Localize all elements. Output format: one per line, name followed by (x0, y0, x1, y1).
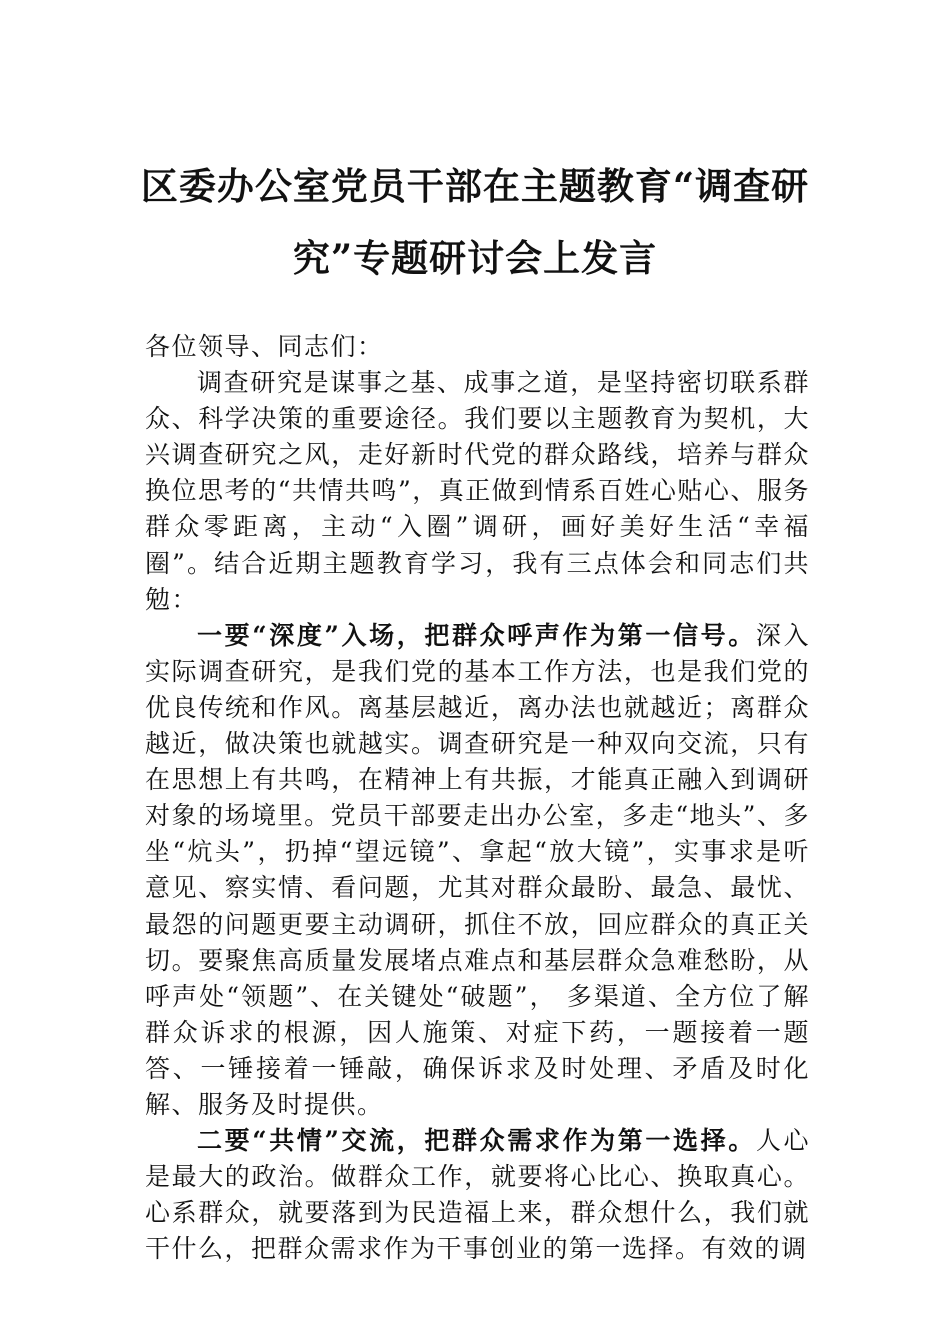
paragraph-text: 调查研究是谋事之基、成事之道，是坚持密切联系群众、科学决策的重要途径。我们要以主题教育为契机，大兴调查研究之风，走好新时代党的群众路线，培养与群众换位思考的“共情共鸣”，真正做到情系百姓心贴心、服务群众零距离，主动“入圈”调研，画好美好生活“幸福圈”。结合近期主题教育学习，我有三点体会和同志们共勉： (145, 368, 810, 614)
paragraph-intro (145, 365, 810, 618)
paragraph-text: 人心是最大的政治。做群众工作，就要将心比心、换取真心。心系群众，就要落到为民造福上来，群众想什么，我们就干什么，把群众需求作为干事创业的第一选择。有效的调 (145, 1126, 810, 1264)
document-title: 区委办公室党员干部在主题教育“调查研究”专题研讨会上发言 (140, 164, 810, 280)
paragraph-lead: 一要“深度”入场，把群众呼声作为第一信号。 (197, 620, 756, 650)
document-body (145, 329, 810, 1267)
paragraph-point-2 (145, 1123, 810, 1267)
salutation: 各位领导、同志们： (145, 332, 384, 361)
paragraph-text: 深入实际调查研究，是我们党的基本工作方法，也是我们党的优良传统和作风。离基层越近，离办法也就越近；离群众越近，做决策也就越实。调查研究是一种双向交流，只有在思想上有共鸣，在精神上有共振，才能真正融入到调研对象的场境里。党员干部要走出办公室，多走“地头”、多坐“炕头”，扔掉“望远镜”、拿起“放大镜”，实事求是听意见、察实情、看问题，尤其对群众最盼、最急、最忧、最怨的问题更要主动调研，抓住不放，回应群众的真正关切。要聚焦高质量发展堵点难点和基层群众急难愁盼，从呼声处“领题”、在关键处“破题”， 多渠道、全方位了解群众诉求的根源，因人施策、对症下药，一题接着一题答、一锤接着一锤敲，确保诉求及时处理、矛盾及时化解、服务及时提供。 (145, 620, 810, 1119)
paragraph-lead: 二要“共情”交流，把群众需求作为第一选择。 (197, 1126, 756, 1156)
paragraph-point-1 (145, 618, 810, 1123)
